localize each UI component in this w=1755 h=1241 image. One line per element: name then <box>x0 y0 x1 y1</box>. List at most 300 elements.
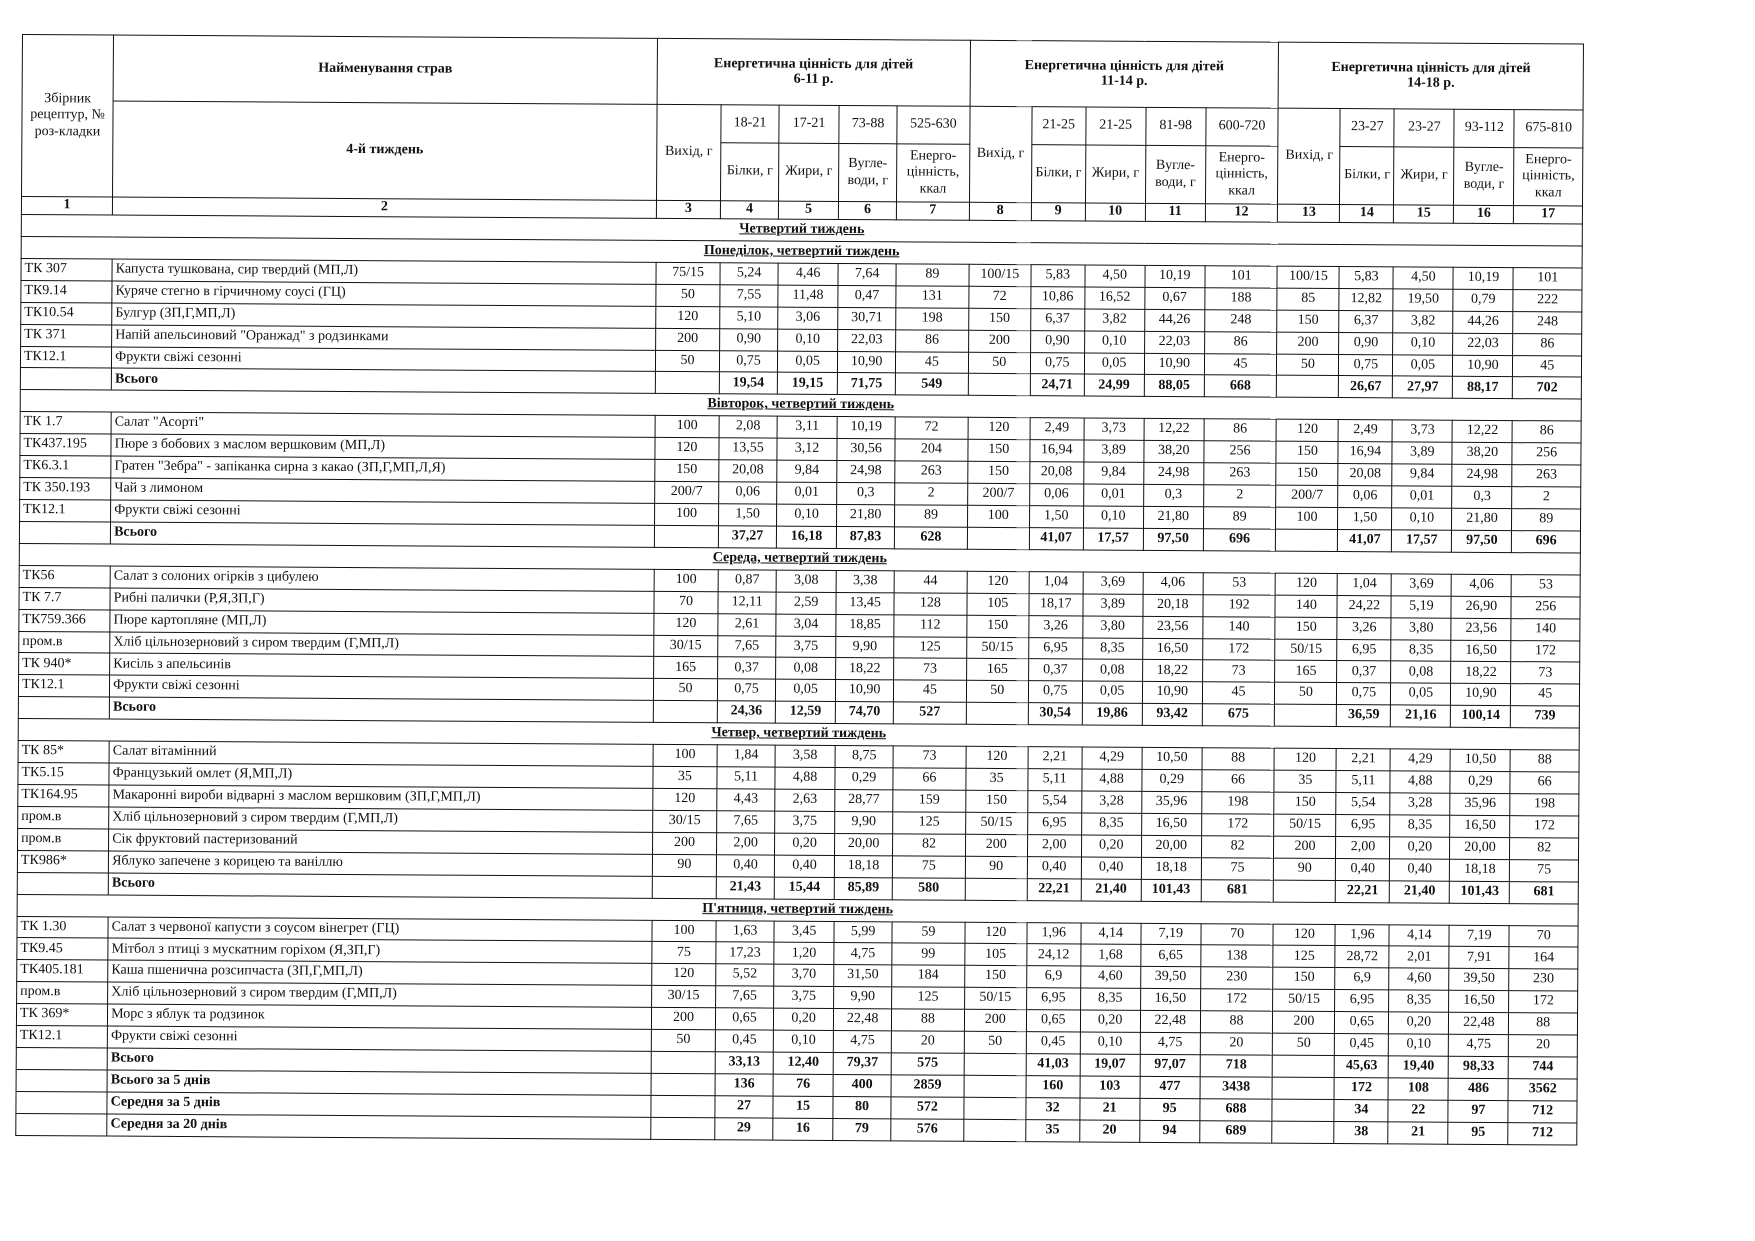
value-cell: 0,79 <box>1453 289 1513 311</box>
value-cell: 4,50 <box>1393 267 1453 289</box>
value-cell: 12,22 <box>1144 419 1204 441</box>
value-cell: 3,89 <box>1084 440 1144 462</box>
value-cell: 73 <box>1202 660 1275 682</box>
value-cell <box>1277 376 1339 398</box>
value-cell: 3,80 <box>1082 616 1142 638</box>
value-cell: 24,98 <box>1143 463 1203 485</box>
dish-name-cell: Куряче стегно в гірчичному соусі (ГЦ) <box>112 281 656 306</box>
value-cell: 3,11 <box>777 416 837 438</box>
header-carb: Вугле-води, г <box>1454 147 1514 205</box>
value-cell: 95 <box>1140 1098 1200 1120</box>
value-cell: 100 <box>654 569 718 591</box>
value-cell <box>1272 1077 1334 1099</box>
column-number: 12 <box>1205 204 1278 222</box>
value-cell: 5,83 <box>1031 265 1085 287</box>
value-cell: 21,80 <box>1452 508 1512 530</box>
value-cell: 200 <box>1273 1011 1335 1033</box>
value-cell: 150 <box>964 966 1026 988</box>
value-cell: 0,45 <box>1335 1034 1389 1056</box>
value-cell: 5,11 <box>1028 769 1082 791</box>
value-cell: 0,75 <box>1339 354 1393 376</box>
header-fat: Жири, г <box>1394 147 1454 205</box>
value-cell: 120 <box>654 613 718 635</box>
value-cell: 1,63 <box>716 920 774 942</box>
value-cell: 200 <box>652 832 716 854</box>
value-cell: 150 <box>1275 617 1337 639</box>
value-cell: 18,18 <box>834 855 892 877</box>
value-cell <box>1272 1121 1334 1144</box>
value-cell: 93,42 <box>1142 704 1202 726</box>
column-number: 1 <box>21 197 112 216</box>
value-cell: 527 <box>893 702 966 724</box>
recipe-code-cell: ТК 350.193 <box>20 478 111 500</box>
value-cell: 6,95 <box>1335 990 1389 1012</box>
value-cell: 150 <box>1276 463 1338 485</box>
value-cell: 5,52 <box>716 964 774 986</box>
value-cell: 0,01 <box>777 482 837 504</box>
recipe-code-cell: ТК9.14 <box>21 280 112 302</box>
value-cell: 263 <box>895 461 968 483</box>
dish-name-cell: Всього <box>108 873 652 898</box>
column-number: 14 <box>1340 205 1394 223</box>
nutrition-table <box>15 34 1584 1146</box>
value-cell: 108 <box>1388 1078 1448 1100</box>
value-cell: 6,9 <box>1335 968 1389 990</box>
value-cell: 79,37 <box>833 1053 891 1075</box>
value-cell: 172 <box>1509 991 1578 1013</box>
value-cell <box>966 703 1028 725</box>
value-cell: 0,87 <box>718 570 776 592</box>
value-cell: 4,43 <box>717 789 775 811</box>
value-cell: 0,37 <box>718 657 776 679</box>
value-cell: 0,10 <box>1083 506 1143 528</box>
value-cell: 4,75 <box>834 943 892 965</box>
value-cell: 2,08 <box>719 416 777 438</box>
value-cell: 6,95 <box>1026 988 1080 1010</box>
value-cell: 7,55 <box>720 285 778 307</box>
value-cell: 16,94 <box>1338 442 1392 464</box>
value-cell: 575 <box>891 1053 964 1075</box>
recipe-code-cell: ТК 307 <box>21 258 112 280</box>
value-cell: 38,20 <box>1452 442 1512 464</box>
value-cell: 35 <box>1274 770 1336 792</box>
dish-name-cell: Фрукти свіжі сезонні <box>107 1026 651 1051</box>
value-cell: 3,38 <box>836 570 894 592</box>
header-protein: Білки, г <box>1340 147 1394 205</box>
dish-name-cell: Морс з яблук та родзинок <box>108 1004 652 1029</box>
value-cell: 150 <box>968 308 1030 330</box>
week-title-label: Четвертий тиждень <box>21 214 1582 245</box>
value-cell: 22,03 <box>1453 333 1513 355</box>
value-cell: 131 <box>896 286 969 308</box>
day-title-label: Середа, четвертий тиждень <box>19 543 1580 574</box>
value-cell: 30,54 <box>1028 703 1082 725</box>
value-cell: 3,70 <box>774 964 834 986</box>
header-dish-name: Найменування страв <box>113 35 657 104</box>
value-cell <box>1272 1055 1334 1077</box>
value-cell: 1,50 <box>719 504 777 526</box>
value-cell: 165 <box>1275 661 1337 683</box>
value-cell: 172 <box>1200 989 1273 1011</box>
value-cell: 10,50 <box>1450 749 1510 771</box>
header-fat: Жири, г <box>1085 145 1145 203</box>
value-cell: 20,08 <box>1338 464 1392 486</box>
value-cell: 26,90 <box>1451 596 1511 618</box>
value-cell: 3438 <box>1200 1077 1273 1099</box>
recipe-code-cell: ТК12.1 <box>18 675 109 697</box>
dish-name-cell: Салат з червоної капусти з соусом вінегрет (ГЦ) <box>108 917 652 942</box>
value-cell: 0,65 <box>716 1008 774 1030</box>
value-cell: 6,95 <box>1337 639 1391 661</box>
value-cell: 0,05 <box>775 679 835 701</box>
value-cell: 86 <box>1513 333 1582 355</box>
value-cell: 50 <box>966 681 1028 703</box>
value-cell: 256 <box>1512 443 1581 465</box>
value-cell: 2859 <box>891 1075 964 1097</box>
value-cell: 27 <box>715 1096 773 1118</box>
value-cell: 44 <box>894 571 967 593</box>
value-cell: 0,05 <box>1391 683 1451 705</box>
header-yield: Вихід, г <box>1278 108 1341 204</box>
value-cell: 5,54 <box>1028 791 1082 813</box>
value-cell: 2,61 <box>718 613 776 635</box>
value-cell: 200 <box>655 328 719 350</box>
value-cell: 21,16 <box>1391 705 1451 727</box>
value-cell: 125 <box>893 812 966 834</box>
value-cell: 18,18 <box>1141 857 1201 879</box>
value-cell: 744 <box>1509 1057 1578 1079</box>
value-cell: 0,06 <box>719 482 777 504</box>
table-body <box>16 214 1583 1145</box>
value-cell: 0,90 <box>1030 330 1084 352</box>
value-cell: 22,03 <box>1144 331 1204 353</box>
value-cell: 2,00 <box>717 833 775 855</box>
value-cell: 12,40 <box>773 1052 833 1074</box>
value-cell: 6,37 <box>1031 308 1085 330</box>
value-cell: 12,11 <box>718 591 776 613</box>
recipe-code-cell: пром.в <box>17 982 108 1004</box>
value-cell: 71,75 <box>837 373 895 395</box>
recipe-code-cell <box>16 1113 107 1136</box>
value-cell: 13,55 <box>719 438 777 460</box>
recipe-code-cell <box>19 521 110 543</box>
value-cell: 172 <box>1510 815 1579 837</box>
value-cell: 16 <box>773 1118 833 1141</box>
value-cell: 3,69 <box>1083 572 1143 594</box>
value-cell: 20,00 <box>1450 837 1510 859</box>
column-number: 11 <box>1145 203 1205 221</box>
value-cell: 1,04 <box>1338 573 1392 595</box>
recipe-code-cell: ТК164.95 <box>18 784 109 806</box>
value-cell: 4,46 <box>778 263 838 285</box>
value-cell: 23,56 <box>1143 616 1203 638</box>
value-cell: 0,75 <box>1028 681 1082 703</box>
value-cell: 200 <box>965 834 1027 856</box>
header-energy: Енерго-цінність, ккал <box>897 144 970 202</box>
value-cell: 9,90 <box>836 636 894 658</box>
value-cell: 10,90 <box>1142 682 1202 704</box>
value-cell: 53 <box>1512 574 1581 596</box>
value-cell: 13,45 <box>836 592 894 614</box>
value-cell: 3,73 <box>1084 418 1144 440</box>
column-number: 6 <box>839 201 897 219</box>
recipe-code-cell <box>20 368 111 390</box>
value-cell: 120 <box>967 571 1029 593</box>
value-cell: 172 <box>1511 640 1580 662</box>
value-cell: 50 <box>653 679 717 701</box>
value-cell: 16,50 <box>1140 989 1200 1011</box>
value-cell: 3,26 <box>1029 615 1083 637</box>
norm-carb: 93-112 <box>1454 109 1514 147</box>
value-cell: 3,26 <box>1337 617 1391 639</box>
value-cell: 140 <box>1203 616 1276 638</box>
value-cell: 688 <box>1200 1099 1273 1121</box>
recipe-code-cell: ТК 7.7 <box>19 587 110 609</box>
value-cell: 90 <box>965 856 1027 878</box>
value-cell: 5,19 <box>1391 596 1451 618</box>
value-cell: 34 <box>1334 1099 1388 1121</box>
value-cell: 100 <box>967 505 1029 527</box>
value-cell: 120 <box>1275 573 1337 595</box>
value-cell: 628 <box>894 527 967 549</box>
value-cell: 88 <box>1509 1013 1578 1035</box>
value-cell: 15 <box>773 1096 833 1118</box>
recipe-code-cell: ТК759.366 <box>19 609 110 631</box>
value-cell: 50/15 <box>966 637 1028 659</box>
column-number: 17 <box>1514 206 1583 224</box>
value-cell: 100 <box>1276 507 1338 529</box>
value-cell: 200/7 <box>967 483 1029 505</box>
value-cell: 18,22 <box>836 658 894 680</box>
value-cell: 222 <box>1513 289 1582 311</box>
value-cell: 150 <box>1276 441 1338 463</box>
value-cell: 120 <box>968 418 1030 440</box>
value-cell: 76 <box>773 1074 833 1096</box>
value-cell: 150 <box>1277 310 1339 332</box>
value-cell: 7,65 <box>717 811 775 833</box>
value-cell: 16,50 <box>1450 815 1510 837</box>
value-cell: 50/15 <box>965 812 1027 834</box>
value-cell: 200/7 <box>655 481 719 503</box>
value-cell: 4,29 <box>1082 747 1142 769</box>
value-cell: 0,10 <box>778 329 838 351</box>
value-cell: 50 <box>651 1029 715 1051</box>
header-group-6-11: Енергетична цінність для дітей 6-11 р. <box>657 38 970 106</box>
value-cell: 86 <box>1512 421 1581 443</box>
value-cell: 101 <box>1513 267 1582 289</box>
value-cell: 4,29 <box>1390 749 1450 771</box>
value-cell: 100 <box>654 503 718 525</box>
value-cell: 12,59 <box>775 701 835 723</box>
value-cell: 0,90 <box>1339 332 1393 354</box>
value-cell: 2,59 <box>776 592 836 614</box>
norm-energy: 675-810 <box>1514 110 1583 148</box>
value-cell: 4,60 <box>1389 968 1449 990</box>
value-cell: 150 <box>655 460 719 482</box>
value-cell: 2,00 <box>1027 834 1081 856</box>
header-protein: Білки, г <box>721 143 779 201</box>
value-cell: 29 <box>715 1118 773 1141</box>
value-cell: 18,22 <box>1142 660 1202 682</box>
dish-name-cell: Всього <box>111 369 655 394</box>
value-cell: 74,70 <box>835 702 893 724</box>
value-cell: 675 <box>1202 704 1275 726</box>
value-cell: 263 <box>1204 463 1277 485</box>
recipe-code-cell: ТК12.1 <box>16 1026 107 1048</box>
value-cell: 400 <box>833 1074 891 1096</box>
value-cell: 19,50 <box>1393 289 1453 311</box>
value-cell: 16,94 <box>1030 440 1084 462</box>
value-cell: 17,23 <box>716 942 774 964</box>
value-cell: 4,50 <box>1085 265 1145 287</box>
value-cell: 72 <box>895 417 968 439</box>
value-cell: 0,10 <box>1080 1032 1140 1054</box>
value-cell: 35 <box>1026 1119 1080 1142</box>
value-cell: 6,37 <box>1339 310 1393 332</box>
value-cell: 4,88 <box>775 767 835 789</box>
value-cell: 100 <box>652 920 716 942</box>
value-cell: 97,50 <box>1452 530 1512 552</box>
norm-fat: 23-27 <box>1394 109 1454 147</box>
value-cell <box>1274 880 1336 902</box>
value-cell: 3,06 <box>778 307 838 329</box>
day-title-label: Вівторок, четвертий тиждень <box>20 390 1581 421</box>
value-cell: 0,29 <box>835 768 893 790</box>
value-cell: 3,28 <box>1081 791 1141 813</box>
value-cell <box>1276 529 1338 551</box>
value-cell: 5,54 <box>1336 793 1390 815</box>
value-cell: 0,20 <box>775 833 835 855</box>
value-cell: 22,21 <box>1336 880 1390 902</box>
value-cell: 100/15 <box>969 264 1031 286</box>
value-cell: 16,50 <box>1141 813 1201 835</box>
value-cell: 0,40 <box>1390 859 1450 881</box>
value-cell: 120 <box>655 438 719 460</box>
value-cell: 82 <box>1201 836 1274 858</box>
value-cell: 88,17 <box>1453 377 1513 399</box>
value-cell: 75 <box>652 942 716 964</box>
value-cell: 0,08 <box>1391 661 1451 683</box>
value-cell: 9,84 <box>777 460 837 482</box>
value-cell: 31,50 <box>834 965 892 987</box>
recipe-code-cell: ТК986* <box>17 850 108 872</box>
value-cell: 712 <box>1508 1100 1577 1122</box>
value-cell: 2 <box>1512 487 1581 509</box>
value-cell: 82 <box>1510 837 1579 859</box>
value-cell: 0,47 <box>838 285 896 307</box>
value-cell: 75 <box>1510 859 1579 881</box>
value-cell: 140 <box>1511 618 1580 640</box>
value-cell: 9,84 <box>1083 462 1143 484</box>
column-number: 3 <box>656 200 720 218</box>
value-cell: 702 <box>1513 377 1582 399</box>
value-cell: 10,19 <box>1453 267 1513 289</box>
value-cell: 26,67 <box>1339 376 1393 398</box>
header-group-11-14: Енергетична цінність для дітей 11-14 р. <box>970 40 1279 108</box>
dish-name-cell: Напій апельсиновий "Оранжад" з родзинками <box>112 325 656 350</box>
value-cell: 20 <box>1079 1120 1139 1143</box>
recipe-code-cell: ТК12.1 <box>20 499 111 521</box>
value-cell: 59 <box>892 921 965 943</box>
value-cell: 1,04 <box>1029 571 1083 593</box>
value-cell: 33,13 <box>715 1052 773 1074</box>
dish-name-cell: Кисіль з апельсинів <box>110 653 654 678</box>
norm-fat: 17-21 <box>779 105 839 143</box>
value-cell: 0,75 <box>1030 352 1084 374</box>
value-cell: 101 <box>1205 266 1278 288</box>
value-cell <box>1275 704 1337 726</box>
value-cell: 70 <box>1509 925 1578 947</box>
value-cell: 45 <box>1202 682 1275 704</box>
value-cell <box>964 1075 1026 1097</box>
value-cell <box>967 527 1029 549</box>
value-cell: 41,07 <box>1338 529 1392 551</box>
value-cell: 75 <box>892 856 965 878</box>
value-cell: 0,75 <box>1337 683 1391 705</box>
value-cell: 0,3 <box>837 483 895 505</box>
recipe-code-cell: ТК437.195 <box>20 434 111 456</box>
value-cell: 101,43 <box>1141 879 1201 901</box>
value-cell: 160 <box>1026 1076 1080 1098</box>
value-cell: 88 <box>1200 1011 1273 1033</box>
header-carb: Вугле-води, г <box>839 143 897 201</box>
value-cell: 30/15 <box>651 986 715 1008</box>
value-cell: 172 <box>1202 638 1275 660</box>
recipe-code-cell: пром.в <box>18 828 109 850</box>
value-cell: 3,73 <box>1392 420 1452 442</box>
value-cell: 4,60 <box>1080 966 1140 988</box>
value-cell: 0,01 <box>1083 484 1143 506</box>
value-cell: 0,37 <box>1337 661 1391 683</box>
value-cell: 30,56 <box>837 439 895 461</box>
value-cell: 24,12 <box>1027 944 1081 966</box>
column-number: 4 <box>720 201 778 219</box>
value-cell: 41,03 <box>1026 1054 1080 1076</box>
value-cell: 120 <box>965 922 1027 944</box>
recipe-code-cell <box>18 697 109 719</box>
value-cell: 38,20 <box>1144 441 1204 463</box>
value-cell: 22,48 <box>1449 1012 1509 1034</box>
value-cell: 1,50 <box>1338 508 1392 530</box>
header-week-label: 4-й тиждень <box>113 101 657 200</box>
value-cell: 105 <box>964 944 1026 966</box>
value-cell: 16,50 <box>1449 991 1509 1013</box>
value-cell: 6,9 <box>1027 966 1081 988</box>
value-cell: 24,71 <box>1030 374 1084 396</box>
value-cell: 50 <box>656 284 720 306</box>
value-cell: 0,05 <box>1082 681 1142 703</box>
value-cell: 9,90 <box>834 987 892 1009</box>
value-cell: 120 <box>966 746 1028 768</box>
header-yield: Вихід, г <box>969 106 1032 202</box>
value-cell: 0,40 <box>1081 857 1141 879</box>
value-cell: 35 <box>966 768 1028 790</box>
value-cell: 44,26 <box>1453 311 1513 333</box>
value-cell: 4,75 <box>833 1031 891 1053</box>
value-cell: 9,90 <box>835 811 893 833</box>
value-cell: 0,10 <box>1393 332 1453 354</box>
value-cell <box>651 1095 715 1117</box>
value-cell: 204 <box>895 439 968 461</box>
value-cell: 200 <box>651 1008 715 1030</box>
value-cell <box>964 1053 1026 1075</box>
value-cell: 100,14 <box>1451 706 1511 728</box>
value-cell: 45,63 <box>1335 1056 1389 1078</box>
value-cell: 150 <box>1274 792 1336 814</box>
value-cell: 136 <box>715 1074 773 1096</box>
value-cell: 22,21 <box>1027 878 1081 900</box>
value-cell: 45 <box>1513 355 1582 377</box>
